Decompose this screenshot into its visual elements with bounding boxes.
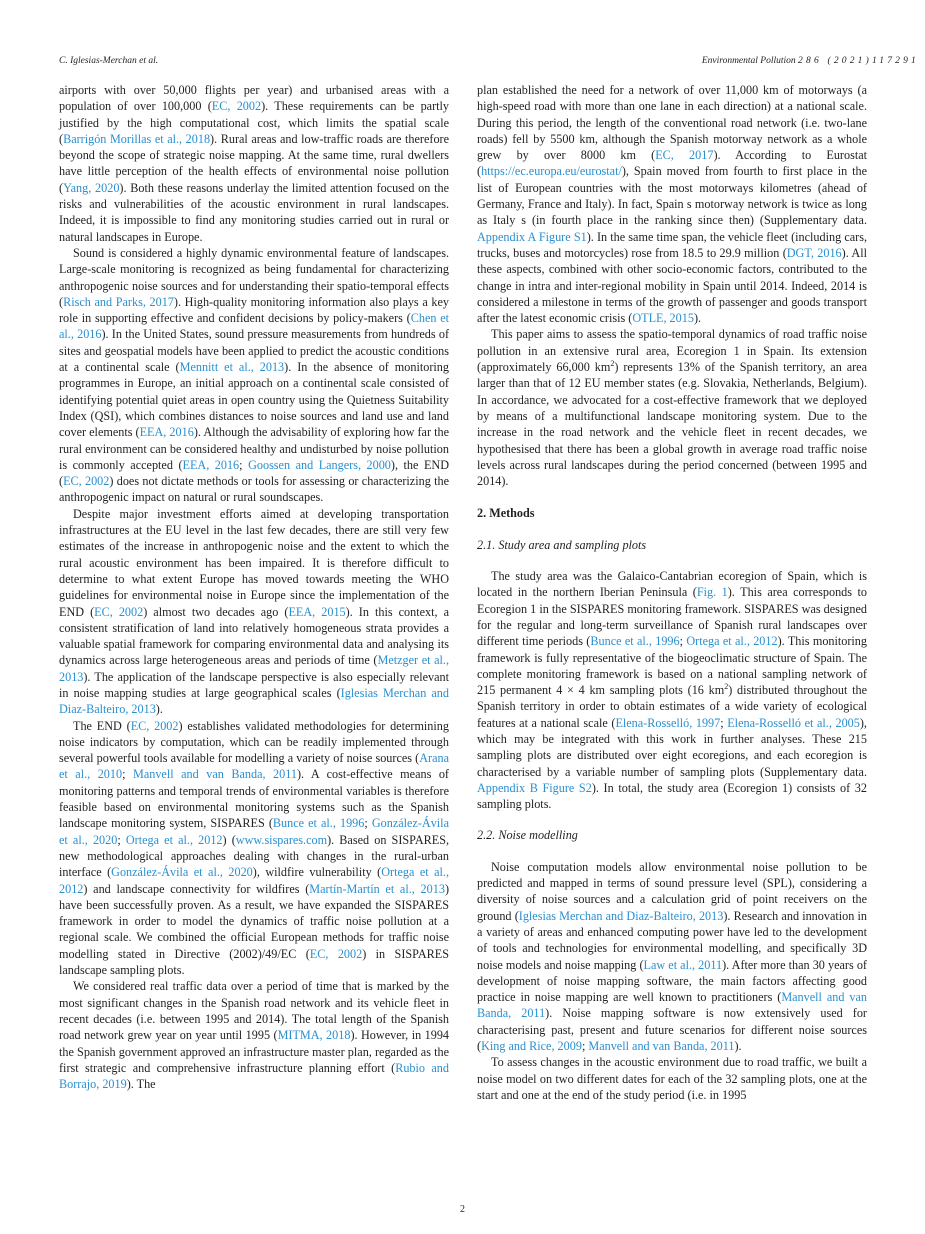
- text-run: ). Although the advisability of exploring how far the rural environment can be considered healthy and undisturbed by noise pollution is commonly accepted (: [59, 425, 449, 472]
- citation-link[interactable]: EC, 2002: [63, 474, 110, 489]
- citation-link[interactable]: https://ec.europa.eu/eurostat/: [481, 164, 622, 179]
- text-run: To assess changes in the acoustic environment due to road traffic, we built a noise model on two different dates for each of the 32 sampling plots, one at the start and one at the end of the study period (i.e. in 1995: [477, 1055, 867, 1102]
- left-column: [59, 82, 449, 1092]
- text-run: ). In the United States, sound pressure measurements from hundreds of sites and geospatial models have been applied to predict the acoustic conditions at a continental scale (: [59, 327, 449, 375]
- paragraph: [59, 978, 449, 1092]
- text-run: ). Both these reasons underlay the limited attention focused on the risks and vulnerabilities of the acoustic environment in rural landscapes. Indeed, it is impossible to find any monitoring studies carried out in rural or natural landscapes in Europe.: [59, 180, 449, 244]
- text-run: ;: [239, 457, 249, 472]
- citation-link[interactable]: Yang, 2020: [63, 180, 120, 195]
- study-area-paragraphs: [477, 568, 867, 812]
- paragraph: [59, 82, 449, 245]
- paragraph: [59, 245, 449, 506]
- text-run: We considered real traffic data over a period of time that is marked by the most significant changes in the Spanish road network and its vehicle fleet in recent decades (i.e. between 1995 and 2014). The total length of the Spanish road network grew year on year until 1995 (: [59, 979, 449, 1043]
- text-run: ) does not dictate methods or tools for assessing or characterizing the anthropogenic impact on natural or rural soundscapes.: [59, 474, 449, 505]
- text-run: ) distributed throughout the Spanish territory in order to obtain estimates of a wide variety of ecological features at a national scale (: [477, 683, 867, 730]
- text-run: ). In total, the study area (Ecoregion 1) consists of 32 sampling plots.: [477, 780, 867, 812]
- subsection-heading-noise-modelling: 2.2. Noise modelling: [477, 828, 578, 843]
- citation-link[interactable]: EC, 2017: [655, 148, 714, 163]
- citation-link[interactable]: Iglesias Merchan and Diaz-Balteiro, 2013: [59, 685, 449, 717]
- text-run: ). The application of the landscape perspective is also especially relevant in noise mapping studies at large geographical scales (: [59, 669, 449, 700]
- citation-link[interactable]: Bunce et al., 1996: [590, 634, 680, 649]
- citation-link[interactable]: Manvell and van Banda, 2011: [588, 1039, 735, 1054]
- text-run: ) (: [222, 832, 236, 847]
- citation-link[interactable]: Elena-Rosselló et al., 2005: [727, 715, 860, 730]
- citation-link[interactable]: González-Ávila et al., 2020: [111, 865, 253, 880]
- paragraph: [477, 82, 867, 326]
- citation-link[interactable]: Martín-Martín et al., 2013: [309, 881, 445, 896]
- page-number: 2: [460, 1204, 465, 1215]
- text-run: ) almost two decades ago (: [143, 604, 289, 619]
- text-run: The study area was the Galaico-Cantabrian ecoregion of Spain, which is located in the northern Iberian Peninsula (: [477, 569, 867, 600]
- text-run: ;: [720, 715, 728, 730]
- text-run: ). After more than 30 years of development of noise mapping software, the main factors affecting good practice in noise mapping are well known to practitioners (: [477, 957, 867, 1005]
- text-run: ;: [122, 767, 133, 782]
- text-run: ). In this context, a consistent stratification of land into relatively homogeneous strata provides a valuable spatial framework for comparing environmental data and analysing its dynamics across large heterogeneous areas and periods of time (: [59, 604, 450, 668]
- text-run: Despite major investment efforts aimed at developing transportation infrastructures at the EU level in the last few decades, there are still very few estimates of the increase in anthropogenic noise and the extent to which the rural acoustic environment has been impaired. It is therefore difficult to determine to what extent Europe has moved towards meeting the WHO guidelines for environmental noise in Europe since the implementation of the END (: [59, 506, 449, 619]
- citation-link[interactable]: Fig. 1: [696, 585, 728, 600]
- journal-volume: 286 (2021)117291: [798, 56, 919, 66]
- text-run: ).: [693, 311, 702, 326]
- paragraph: [477, 568, 867, 812]
- paragraph: [59, 718, 449, 979]
- paragraph: [59, 506, 449, 718]
- text-run: ). This monitoring framework is fully representative of the biogeoclimatic structure of Spain. The complete monitoring framework is based on a national sampling network of 215 permanent 4 × 4 km sampling plots (16 km: [477, 634, 867, 698]
- text-run: ). Rural areas and low-traffic roads are therefore beyond the scope of strategic noise mapping. At the same time, rural dwellers have little perception of the health effects of environmental noise pollution (: [59, 131, 450, 195]
- text-run: ), the END (: [59, 457, 449, 489]
- citation-link[interactable]: EC, 2002: [94, 604, 144, 619]
- text-run: ) have been successfully proven. As a result, we have expanded the SISPARES framework in order to model the dynamics of traffic noise pollution at a regional scale. We combined the official European methods for traffic noise modelling stated in Directive (2002)/49/EC (: [59, 881, 449, 961]
- citation-link[interactable]: Manvell and van Banda, 2011: [477, 990, 867, 1021]
- text-run: ) and landscape connectivity for wildfires (: [83, 881, 310, 896]
- text-run: ). All these aspects, combined with other socio-economic factors, contributed to the change in intra and inter-regional mobility in Spain until 2014. Indeed, 2014 is considered a milestone in terms of the growth of passenger and goods transport after the latest economic crisis (: [477, 245, 867, 326]
- text-run: ). A cost-effective means of monitoring patterns and temporal trends of environmental variables is therefore feasible based on environmental monitoring systems such as the Spanish landscape monitoring system, SISPARES (: [59, 767, 449, 831]
- text-run: ). These requirements can be partly justified by the high computational cost, which limits the spatial scale (: [59, 99, 449, 146]
- text-run: This paper aims to assess the spatio-temporal dynamics of road traffic noise pollution in an extensive rural area, Ecoregion 1 in Spain. Its extension (approximately 66,000 km: [477, 327, 867, 375]
- paragraph: [477, 1054, 867, 1103]
- citation-link[interactable]: OTLE, 2015: [632, 311, 694, 326]
- citation-link[interactable]: EEA, 2016: [182, 457, 240, 472]
- text-run: ) represents 13% of the Spanish territory, an area larger than that of 12 EU member states (e.g. Slovakia, Netherlands, Belgium). In accordance, we advocated for a cost-effective framework that we deployed by means of a multifunctional landscape monitoring system. Due to the increase in the road network and the vehicle fleet in recent decades, we hypothesised that there has been a global growth in average road traffic noise levels across rural landscapes during the period concerned (between 1995 and 2014).: [477, 360, 868, 489]
- section-heading-methods: 2. Methods: [477, 506, 535, 521]
- citation-link[interactable]: www.sispares.com: [235, 832, 328, 847]
- right-column: [477, 82, 867, 1103]
- text-run: ). The: [126, 1077, 156, 1092]
- citation-link[interactable]: Barrigón Morillas et al., 2018: [63, 131, 211, 146]
- text-run: ;: [364, 816, 372, 831]
- citation-link[interactable]: Rubio and Borrajo, 2019: [59, 1060, 449, 1092]
- citation-link[interactable]: Elena-Rosselló, 1997: [615, 715, 721, 730]
- citation-link[interactable]: DGT, 2016: [786, 245, 842, 260]
- citation-link[interactable]: EC, 2002: [130, 718, 179, 733]
- text-run: ). In the absence of monitoring programmes in Europe, an initial approach on a continental scale consisted of identifying potential quiet areas in open country using the Quietness Suitability Index (QSI), which combines distances to noise sources and land use and land cover elements (: [59, 360, 449, 440]
- citation-link[interactable]: Goossen and Langers, 2000: [248, 457, 391, 472]
- citation-link[interactable]: EC, 2002: [309, 946, 363, 961]
- paragraph: [477, 326, 867, 489]
- citation-link[interactable]: EEA, 2015: [288, 604, 346, 619]
- text-run: ). High-quality monitoring information also plays a key role in supporting effective and confident decisions by policy-makers (: [59, 294, 449, 326]
- text-run: ;: [679, 634, 687, 649]
- citation-link[interactable]: EEA, 2016: [139, 425, 194, 440]
- text-run: ). According to Eurostat (: [477, 148, 868, 179]
- intro-paragraphs: [477, 82, 867, 489]
- text-run: ;: [581, 1039, 589, 1054]
- citation-link[interactable]: King and Rice, 2009: [481, 1039, 582, 1054]
- superscript: 2: [610, 358, 615, 368]
- text-run: The END (: [73, 718, 131, 733]
- text-run: ). However, in 1994 the Spanish government approved an infrastructure master plan, regarded as the first strategic and comprehensive infrastructure planning effort (: [59, 1028, 450, 1075]
- citation-link[interactable]: Metzger et al., 2013: [59, 653, 449, 684]
- text-run: Sound is considered a highly dynamic environmental feature of landscapes. Large-scale monitoring is recognized as being fundamental for characterizing anthropogenic noise sources and for understanding their spatio-temporal effects (: [59, 245, 449, 309]
- text-run: ) in SISPARES landscape sampling plots.: [59, 946, 449, 978]
- citation-link[interactable]: Chen et al., 2016: [59, 311, 449, 342]
- citation-link[interactable]: Ortega et al., 2012: [125, 832, 223, 847]
- subsection-heading-study-area: 2.1. Study area and sampling plots: [477, 537, 647, 552]
- text-run: ) establishes validated methodologies for determining noise indicators by computation, which can be readily implemented through several powerful tools available for modelling a variety of noise sources (: [59, 718, 449, 766]
- text-run: ). Based on SISPARES, new methodological approaches dealing with changes in the rural-urban interface (: [59, 832, 450, 880]
- text-run: ), Spain moved from fourth to first place in the list of European countries with the most motorways kilometres (ahead of Germany, France and Italy). In fact, Spain s motorway network is twice as long as Italy s (in fourth place in the ranking since then) (Supplementary data.: [477, 164, 867, 228]
- citation-link[interactable]: Appendix A Figure S1: [477, 229, 587, 244]
- text-run: plan established the need for a network of over 11,000 km of motorways (a high-speed road with more than one lane in each direction) at a national scale. During this period, the length of the conventional road network (i.e. two-lane roads) fell by 5500 km, although the Spanish motorway network as a whole grew by over 8000 km (: [477, 83, 867, 163]
- text-run: ). Research and innovation in a variety of areas and enhanced computing power have led to the development of tools and technologies for environmental modelling, and specifically 3D noise models and noise mapping (: [477, 908, 867, 972]
- citation-link[interactable]: Law et al., 2011: [643, 957, 723, 972]
- running-head-authors: C. Iglesias-Merchan et al.: [59, 56, 159, 66]
- text-run: ).: [155, 702, 163, 717]
- text-run: Noise computation models allow environmental noise pollution to be predicted and mapped in terms of sound pressure level (SPL), considering a diversity of noise sources and a calculation grid of point receivers on the ground (: [477, 859, 867, 923]
- citation-link[interactable]: Ortega et al., 2012: [686, 634, 778, 649]
- citation-link[interactable]: Bunce et al., 1996: [272, 816, 365, 831]
- citation-link[interactable]: Arana et al., 2010: [59, 751, 449, 782]
- citation-link[interactable]: Ortega et al., 2012: [59, 865, 449, 896]
- text-run: ).: [734, 1039, 742, 1054]
- citation-link[interactable]: MITMA, 2018: [277, 1028, 351, 1043]
- running-head-journal: [702, 56, 919, 66]
- paragraph: [477, 859, 867, 1055]
- text-run: ;: [117, 832, 126, 847]
- text-run: ). This area corresponds to Ecoregion 1 in the SISPARES monitoring framework. SISPARES was designed for the regular and long-term surveillance of Spanish rural landscapes over different time periods (: [477, 585, 867, 649]
- left-paragraphs: [59, 82, 449, 1092]
- citation-link[interactable]: Iglesias Merchan and Diaz-Balteiro, 2013: [518, 908, 724, 923]
- text-run: airports with over 50,000 flights per year) and urbanised areas with a population of over 100,000 (: [59, 83, 449, 114]
- noise-modelling-paragraphs: [477, 859, 867, 1103]
- text-run: ), wildfire vulnerability (: [252, 865, 382, 880]
- citation-link[interactable]: Risch and Parks, 2017: [63, 294, 174, 309]
- superscript: 2: [724, 682, 729, 692]
- citation-link[interactable]: EC, 2002: [211, 99, 262, 114]
- citation-link[interactable]: González-Ávila et al., 2020: [59, 816, 449, 847]
- text-run: ). Noise mapping software is now extensively used for characterising past, present and future scenarios for different noise sources (: [477, 1006, 867, 1054]
- text-run: ). In the same time span, the vehicle fleet (including cars, trucks, buses and motorcycles) rose from 18.5 to 29.9 million (: [477, 229, 867, 260]
- citation-link[interactable]: Manvell and van Banda, 2011: [133, 767, 297, 782]
- journal-name: Environmental Pollution: [701, 56, 796, 66]
- citation-link[interactable]: Appendix B Figure S2: [477, 780, 592, 795]
- citation-link[interactable]: Mennitt et al., 2013: [179, 360, 285, 375]
- text-run: ), which may be integrated with this work in further analyses. These 215 sampling plots are distributed over eight ecoregions, and each ecoregion is characterised by a variable number of sampling plots (Supplementary data.: [477, 715, 867, 779]
